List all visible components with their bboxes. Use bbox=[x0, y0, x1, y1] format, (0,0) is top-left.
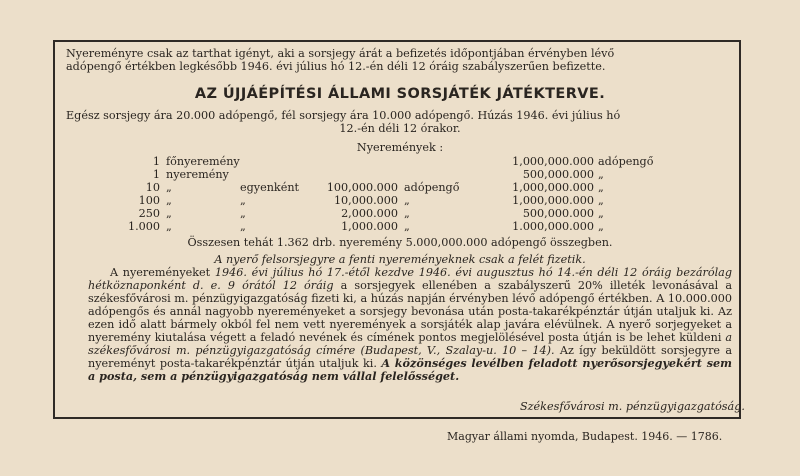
terms-hours: bezárólag hétköznaponként d. e. 9 órától 12 óráig bbox=[88, 266, 732, 292]
prize-total: 1,000,000.000 bbox=[512, 181, 594, 194]
prize-each-mark: egyenként bbox=[240, 181, 300, 194]
prize-total: 500,000.000 bbox=[522, 207, 594, 220]
terms-dates: 1946. évi július hó 17.-étől kezdve 1946. évi augusztus hó 14.-én déli 12 óráig bbox=[214, 266, 672, 279]
terms-text: a sorsjegyek ellenében a szabályszerű 20% illeték levonásával a székesfővárosi m. pénzügyigazgatóság fizeti ki, a húzás napján érvényben lévő adópengő értékben. A 10.000.000 adópengős és annál nagyobb nyereményeket a sorsjegy bevonása után posta-takarékpénztár útján utaljuk ki. Az ezen idő alatt bármely okból fel nem vett nyeremények a sorsjáték alap javára elévülnek. A nyerő sorjegyeket a nyeremény kiutalása végett a feladó nevének és címének pontos megjelölésével posta útján is be lehet küldeni bbox=[88, 279, 732, 344]
signature: Székesfővárosi m. pénzügyigazgatóság. bbox=[520, 400, 745, 413]
prize-each-mark: „ bbox=[240, 207, 246, 220]
prize-count: 10 bbox=[145, 181, 160, 194]
terms-disclaimer: A közönséges levélben feladott nyerősorsjegyekért sem a posta, sem a pénzügyigazgatóság nem vállal felelősséget. bbox=[88, 356, 732, 383]
prize-count: 250 bbox=[138, 207, 160, 220]
prize-total: 1,000,000.000 bbox=[512, 194, 594, 207]
prize-label: főnyeremény bbox=[166, 155, 240, 168]
prize-label: „ bbox=[166, 194, 172, 207]
prize-total: 1.000,000.000 bbox=[512, 220, 594, 233]
prize-each-mark: „ bbox=[240, 220, 246, 233]
terms-text: A nyereményeket bbox=[110, 266, 215, 279]
prize-unit: „ bbox=[598, 207, 604, 220]
prizes-heading: Nyeremények : bbox=[356, 141, 444, 154]
total-line: Összesen tehát 1.362 drb. nyeremény 5.000,000.000 adópengő összegben. bbox=[187, 236, 613, 249]
prize-each-unit: „ bbox=[404, 207, 410, 220]
prize-unit: „ bbox=[598, 168, 604, 181]
prize-unit: „ bbox=[598, 220, 604, 233]
intro-line-1: Nyereményre csak az tarthat igényt, aki a sorsjegy árát a befizetés időpontjában érvényben lévő bbox=[66, 47, 615, 60]
prize-unit: adópengő bbox=[598, 155, 654, 168]
prize-unit: „ bbox=[598, 194, 604, 207]
intro-line-2: adópengő értékben legkésőbb 1946. évi július hó 12.-én déli 12 óráig szabályszerűen befizette. bbox=[66, 60, 606, 73]
price-line-1: Egész sorsjegy ára 20.000 adópengő, fél sorsjegy ára 10.000 adópengő. Húzás 1946. évi július hó bbox=[66, 109, 621, 122]
prize-each-value: 100,000.000 bbox=[326, 181, 398, 194]
prize-total: 500,000.000 bbox=[522, 168, 594, 181]
payment-terms bbox=[88, 266, 732, 383]
prize-total: 1,000,000.000 bbox=[512, 155, 594, 168]
prize-count: 1.000 bbox=[127, 220, 160, 233]
prize-count: 1 bbox=[152, 168, 160, 181]
prize-count: 1 bbox=[152, 155, 160, 168]
note-line: A nyerő felsorsjegyre a fenti nyereményeknek csak a felét fizetik. bbox=[214, 253, 586, 266]
prize-each-unit: „ bbox=[404, 194, 410, 207]
prize-each-value: 1,000.000 bbox=[341, 220, 398, 233]
terms-address: a székesfővárosi m. pénzügyigazgatóság címére (Budapest, V., Szalay-u. 10 – 14). bbox=[88, 331, 732, 357]
printer-imprint: Magyar állami nyomda, Budapest. 1946. — 1786. bbox=[447, 430, 723, 443]
prize-label: nyeremény bbox=[166, 168, 229, 181]
price-line-2: 12.-én déli 12 órakor. bbox=[339, 122, 461, 135]
prize-each-mark: „ bbox=[240, 194, 246, 207]
prize-label: „ bbox=[166, 220, 172, 233]
prize-each-value: 2,000.000 bbox=[341, 207, 398, 220]
prize-each-value: 10,000.000 bbox=[333, 194, 398, 207]
prize-label: „ bbox=[166, 181, 172, 194]
prize-each-unit: „ bbox=[404, 220, 410, 233]
prize-each-unit: adópengő bbox=[404, 181, 460, 194]
prize-label: „ bbox=[166, 207, 172, 220]
document-title: AZ ÚJJÁÉPÍTÉSI ÁLLAMI SORSJÁTÉK JÁTÉKTERVE. bbox=[194, 86, 606, 102]
prize-count: 100 bbox=[138, 194, 160, 207]
prize-unit: „ bbox=[598, 181, 604, 194]
terms-text: Az így beküldött sorsjegyre a nyereményt posta-takarékpénztár útján utaljuk ki. bbox=[88, 344, 732, 370]
